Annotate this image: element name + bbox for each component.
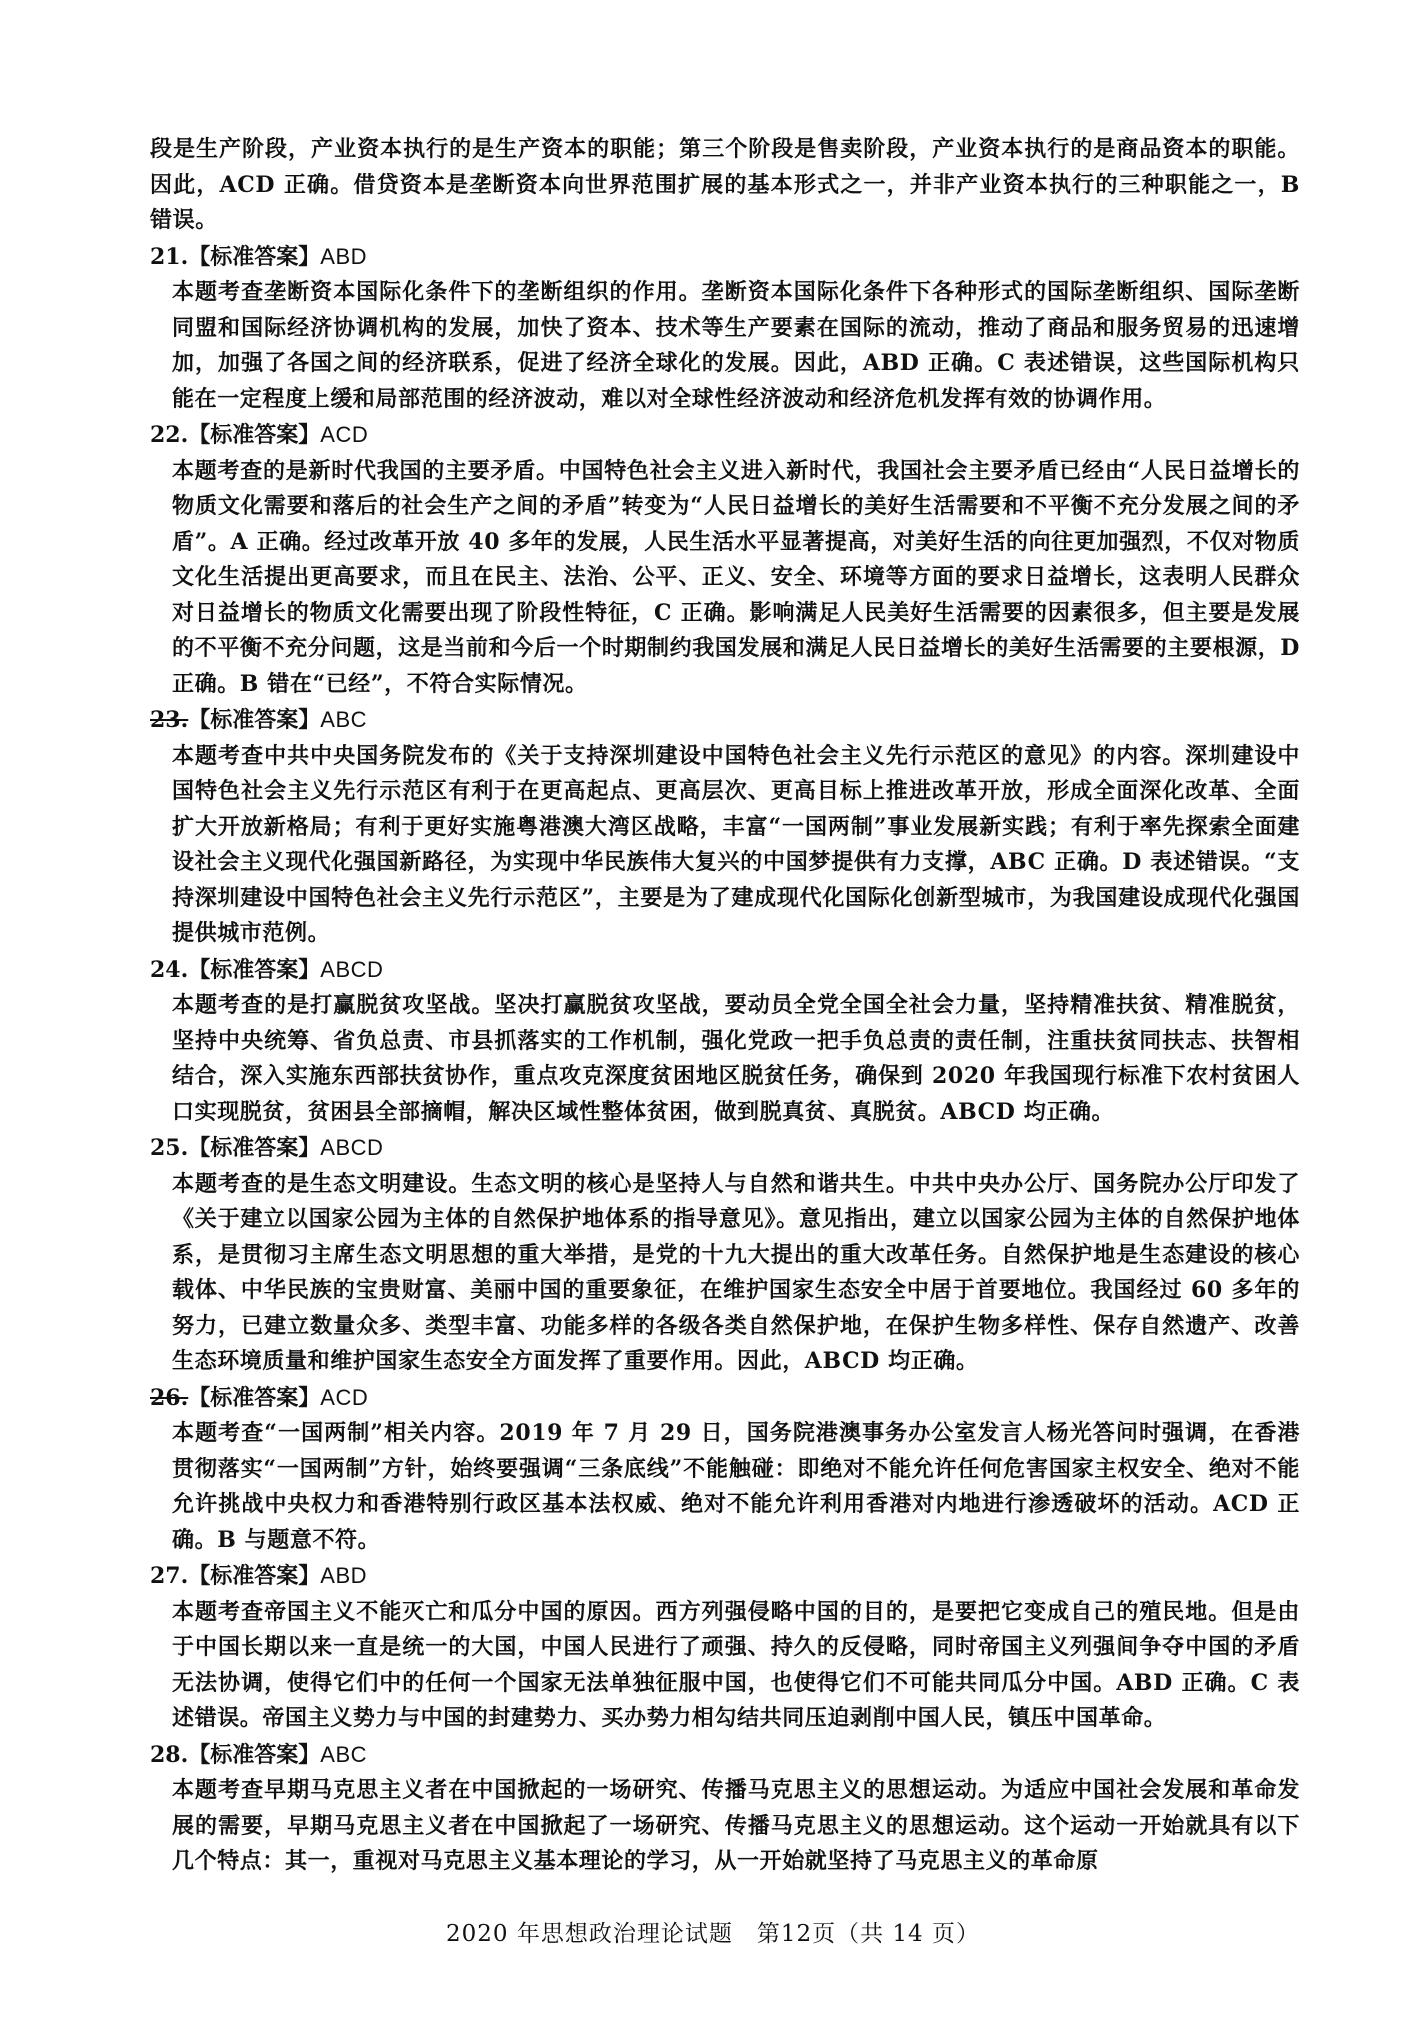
question-number: 28.: [150, 1741, 189, 1768]
question-number: 21.: [150, 243, 189, 270]
question-explanation: 本题考查早期马克思主义者在中国掀起的一场研究、传播马克思主义的思想运动。为适应中国社会发展和革命发展的需要，早期马克思主义者在中国掀起了一场研究、传播马克思主义的思想运动。这个运动一开始就具有以下几个特点：其一，重视对马克思主义基本理论的学习，从一开始就坚持了马克思主义的革命原: [172, 1777, 1300, 1874]
question-header: [150, 417, 1300, 454]
question-header: [150, 1380, 1300, 1417]
answer-value: ABCD: [320, 1135, 384, 1160]
answer-label: 【标准答案】: [188, 422, 321, 448]
question-28: [150, 1737, 1300, 1880]
question-header: [150, 1558, 1300, 1595]
question-explanation: 本题考查“一国两制”相关内容。2019 年 7 月 29 日，国务院港澳事务办公室发言人杨光答问时强调，在香港贯彻落实“一国两制”方针，始终要强调“三条底线”不能触碰：即绝对不能允许任何危害国家主权安全、绝对不能允许挑战中央权力和香港特别行政区基本法权威、绝对不能允许利用香港对内地进行渗透破坏的活动。ACD 正确。B 与题意不符。: [172, 1420, 1300, 1553]
question-header: [150, 702, 1300, 739]
answer-value: ACD: [320, 422, 369, 447]
question-header: [150, 952, 1300, 989]
page-content: [150, 132, 1300, 1880]
answer-label: 【标准答案】: [188, 1135, 321, 1161]
question-explanation: 本题考查的是生态文明建设。生态文明的核心是坚持人与自然和谐共生。中共中央办公厅、国务院办公厅印发了《关于建立以国家公园为主体的自然保护地体系的指导意见》。意见指出，建立以国家公园为主体的自然保护地体系，是贯彻习主席生态文明思想的重大举措，是党的十九大提出的重大改革任务。自然保护地是生态建设的核心载体、中华民族的宝贵财富、美丽中国的重要象征，在维护国家生态安全中居于首要地位。我国经过 60 多年的努力，已建立数量众多、类型丰富、功能多样的各级各类自然保护地，在保护生物多样性、保存自然遗产、改善生态环境质量和维护国家生态安全方面发挥了重要作用。因此，ABCD 均正确。: [172, 1170, 1300, 1374]
question-number: 23.: [150, 707, 189, 733]
question-22: [150, 417, 1300, 702]
question-21: [150, 239, 1300, 418]
question-explanation: 本题考查帝国主义不能灭亡和瓜分中国的原因。西方列强侵略中国的目的，是要把它变成自己的殖民地。但是由于中国长期以来一直是统一的大国，中国人民进行了顽强、持久的反侵略，同时帝国主义列强间争夺中国的矛盾无法协调，使得它们中的任何一个国家无法单独征服中国，也使得它们不可能共同瓜分中国。ABD 正确。C 表述错误。帝国主义势力与中国的封建势力、买办势力相勾结共同压迫剥削中国人民，镇压中国革命。: [172, 1598, 1300, 1731]
question-number: 25.: [150, 1135, 189, 1161]
answer-label: 【标准答案】: [188, 243, 321, 270]
answer-value: ABC: [320, 707, 368, 732]
intro-paragraph: 段是生产阶段，产业资本执行的是生产资本的职能；第三个阶段是售卖阶段，产业资本执行的是商品资本的职能。因此，ACD 正确。借贷资本是垄断资本向世界范围扩展的基本形式之一，并非产业资本执行的三种职能之一，B 错误。: [150, 136, 1300, 233]
answer-value: ABD: [320, 1563, 368, 1588]
answer-value: ABD: [320, 243, 368, 269]
question-number: 24.: [150, 956, 189, 983]
answer-value: ABC: [320, 1741, 368, 1767]
answer-label: 【标准答案】: [188, 1741, 321, 1768]
question-number: 27.: [150, 1563, 189, 1589]
answer-label: 【标准答案】: [188, 956, 321, 983]
question-explanation: 本题考查的是新时代我国的主要矛盾。中国特色社会主义进入新时代，我国社会主要矛盾已经由“人民日益增长的物质文化需要和落后的社会生产之间的矛盾”转变为“人民日益增长的美好生活需要和不平衡不充分发展之间的矛盾”。A 正确。经过改革开放 40 多年的发展，人民生活水平显著提高，对美好生活的向往更加强烈，不仅对物质文化生活提出更高要求，而且在民主、法治、公平、正义、安全、环境等方面的要求日益增长，这表明人民群众对日益增长的物质文化需要出现了阶段性特征，C 正确。影响满足人民美好生活需要的因素很多，但主要是发展的不平衡不充分问题，这是当前和今后一个时期制约我国发展和满足人民日益增长的美好生活需要的主要根源，D 正确。B 错在“已经”，不符合实际情况。: [172, 457, 1300, 697]
question-header: [150, 1130, 1300, 1167]
answer-label: 【标准答案】: [188, 1384, 321, 1411]
answer-label: 【标准答案】: [188, 1563, 321, 1589]
question-explanation: 本题考查的是打赢脱贫攻坚战。坚决打赢脱贫攻坚战，要动员全党全国全社会力量，坚持精准扶贫、精准脱贫，坚持中央统筹、省负总责、市县抓落实的工作机制，强化党政一把手负总责的责任制，注重扶贫同扶志、扶智相结合，深入实施东西部扶贫协作，重点攻克深度贫困地区脱贫任务，确保到 2020 年我国现行标准下农村贫困人口实现脱贫，贫困县全部摘帽，解决区域性整体贫困，做到脱真贫、真脱贫。ABCD 均正确。: [172, 992, 1300, 1125]
answer-value: ABCD: [320, 956, 384, 982]
question-explanation: 本题考查垄断资本国际化条件下的垄断组织的作用。垄断资本国际化条件下各种形式的国际垄断组织、国际垄断同盟和国际经济协调机构的发展，加快了资本、技术等生产要素在国际的流动，推动了商品和服务贸易的迅速增加，加强了各国之间的经济联系，促进了经济全球化的发展。因此，ABD 正确。C 表述错误，这些国际机构只能在一定程度上缓和局部范围的经济波动，难以对全球性经济波动和经济危机发挥有效的协调作用。: [172, 279, 1300, 412]
page-footer: 2020 年思想政治理论试题 第12页（共 14 页）: [446, 1921, 980, 1947]
question-27: [150, 1558, 1300, 1737]
question-explanation: 本题考查中共中央国务院发布的《关于支持深圳建设中国特色社会主义先行示范区的意见》的内容。深圳建设中国特色社会主义先行示范区有利于在更高起点、更高层次、更高目标上推进改革开放，形成全面深化改革、全面扩大开放新格局；有利于更好实施粤港澳大湾区战略，丰富“一国两制”事业发展新实践；有利于率先探索全面建设社会主义现代化强国新路径，为实现中华民族伟大复兴的中国梦提供有力支撑，ABC 正确。D 表述错误。“支持深圳建设中国特色社会主义先行示范区”，主要是为了建成现代化国际化创新型城市，为我国建设成现代化强国提供城市范例。: [172, 742, 1300, 946]
question-header: [150, 239, 1300, 276]
question-number: 26.: [150, 1384, 189, 1411]
answer-label: 【标准答案】: [188, 707, 321, 733]
question-24: [150, 952, 1300, 1131]
answer-value: ACD: [320, 1384, 369, 1410]
question-header: [150, 1737, 1300, 1774]
question-number: 22.: [150, 422, 189, 448]
question-23: [150, 702, 1300, 952]
question-26: [150, 1380, 1300, 1559]
question-25: [150, 1130, 1300, 1380]
